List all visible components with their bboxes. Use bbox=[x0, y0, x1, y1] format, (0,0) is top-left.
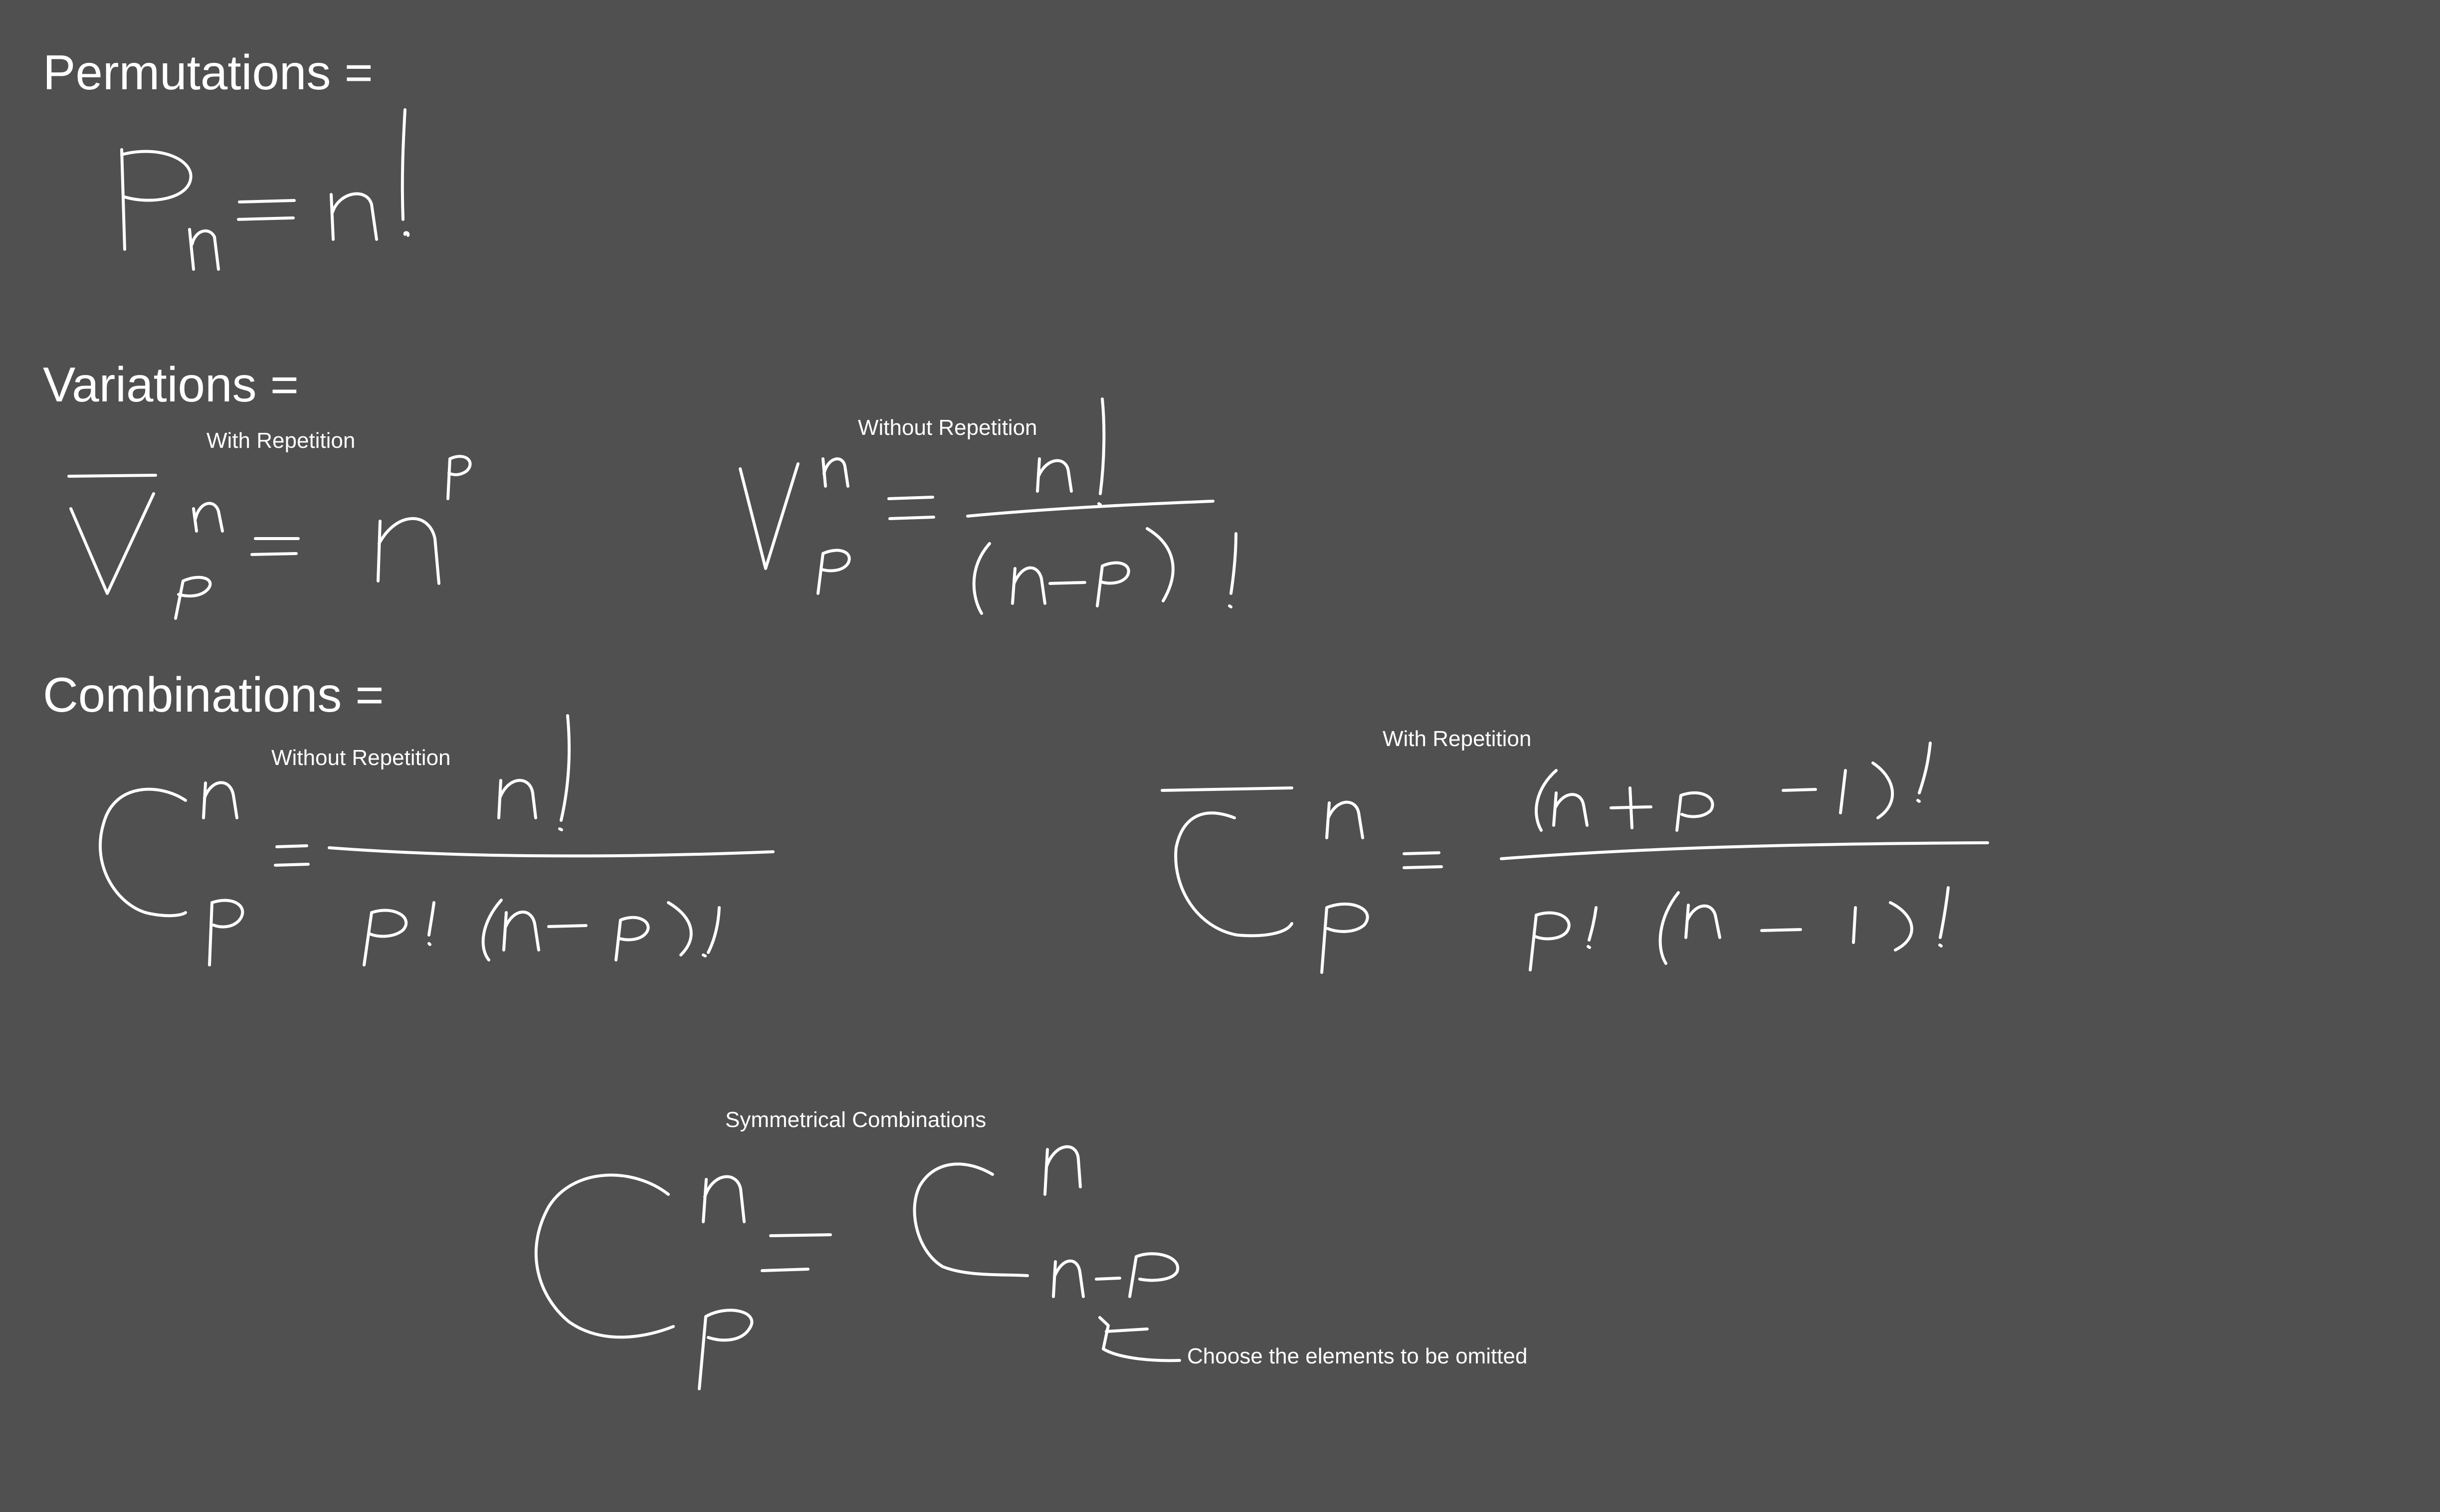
formula-variations-with-repetition bbox=[69, 456, 470, 618]
heading-combinations: Combinations = bbox=[43, 667, 384, 722]
caption-combinations-with-repetition: With Repetition bbox=[1383, 727, 1532, 751]
formula-permutations bbox=[122, 110, 408, 269]
caption-variations-without-repetition: Without Repetition bbox=[858, 415, 1037, 440]
caption-symmetrical-combinations: Symmetrical Combinations bbox=[725, 1108, 987, 1132]
caption-omitted-elements-note: Choose the elements to be omitted bbox=[1187, 1344, 1528, 1368]
formula-combinations-without-repetition bbox=[100, 716, 773, 965]
heading-variations: Variations = bbox=[43, 357, 299, 412]
formula-combinations-with-repetition bbox=[1162, 743, 1988, 972]
caption-variations-with-repetition: With Repetition bbox=[206, 428, 356, 453]
caption-combinations-without-repetition: Without Repetition bbox=[271, 746, 451, 770]
formula-symmetrical-combinations bbox=[536, 1147, 1180, 1389]
heading-permutations: Permutations = bbox=[43, 45, 373, 100]
formula-variations-without-repetition bbox=[740, 399, 1236, 613]
